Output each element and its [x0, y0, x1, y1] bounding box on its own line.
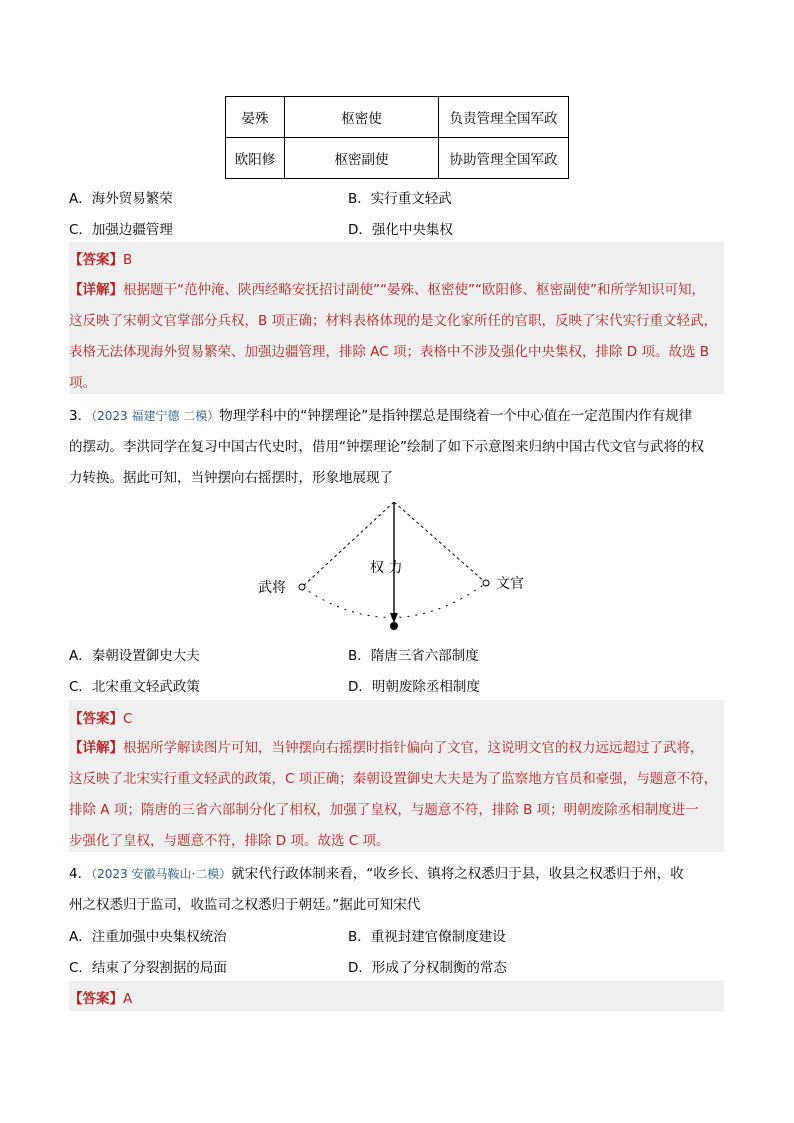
- q3-option-d: D．明朝废除丞相制度: [348, 679, 480, 695]
- detail-label: 【详解】: [69, 740, 123, 756]
- q4-option-c: C．结束了分裂割据的局面: [69, 960, 227, 976]
- detail-line: 这反映了北宋实行重文轻武的政策，C 项正确；秦朝设置御史大夫是为了监察地方官员和豪强，与题意不符，: [69, 771, 718, 787]
- label-official: 文官: [496, 576, 524, 592]
- table-cell-name: 欧阳修: [226, 138, 285, 179]
- detail-line: 表格无法体现海外贸易繁荣、加强边疆管理，排除 AC 项；表格中不涉及强化中央集权，排除 D 项。故选 B: [69, 344, 710, 360]
- pendulum-bob: [390, 622, 398, 630]
- q3-option-a: A．秦朝设置御史大夫: [69, 648, 200, 664]
- q4-option-d: D．形成了分权制衡的常态: [348, 960, 507, 976]
- answer-label: 【答案】: [69, 991, 123, 1007]
- question-source: （2023 福建宁德 二模）: [91, 409, 220, 423]
- table-cell-name: 晏殊: [226, 97, 285, 138]
- table-row: [226, 97, 569, 138]
- q2-option-b: B．实行重文轻武: [348, 191, 452, 207]
- q3-option-c: C．北宋重文轻武政策: [69, 679, 200, 695]
- detail-line: 根据所学解读图片可知，当钟摆向右摇摆时指针偏向了文官，这说明文官的权力远远超过了武将，: [123, 740, 704, 756]
- q4-option-a: A．注重加强中央集权统治: [69, 929, 227, 945]
- q2-option-d: D．强化中央集权: [348, 222, 453, 238]
- detail-line: 步强化了皇权，与题意不符，排除 D 项。故选 C 项。: [69, 833, 390, 849]
- officials-table: [225, 96, 569, 179]
- table-cell-post: 枢密使: [285, 97, 439, 138]
- question-number: 3．: [69, 408, 92, 424]
- q4-answer-band: [69, 981, 724, 1011]
- q4-option-b: B．重视封建官僚制度建设: [348, 929, 506, 945]
- q3-stem-line: 的摆动。李洪同学在复习中国古代史时，借用“钟摆理论”绘制了如下示意图来归纳中国古代文官与武将的权: [69, 439, 704, 455]
- detail-line: 根据题干“范仲淹、陕西经略安抚招讨副使”“晏殊、枢密使”“欧阳修、枢密副使”和所学知识可知，: [123, 282, 705, 298]
- q3-detail: [69, 733, 729, 857]
- q4-stem-line: 州之权悉归于监司，收监司之权悉归于朝廷。”据此可知宋代: [69, 897, 421, 913]
- answer-value: A: [123, 991, 133, 1007]
- table-cell-duty: 负责管理全国军政: [439, 97, 569, 138]
- pendulum-diagram: [250, 495, 540, 635]
- detail-line: 排除 A 项；隋唐的三省六部制分化了相权，加强了皇权，与题意不符，排除 B 项；明朝废除丞相制度进一: [69, 802, 699, 818]
- detail-line: 项。: [69, 375, 96, 391]
- left-end-dot: [299, 584, 305, 590]
- answer-label: 【答案】: [69, 711, 123, 727]
- detail-line: 这反映了宋朝文官掌部分兵权，B 项正确；材料表格体现的是文化家所任的官职，反映了宋代实行重文轻武，: [69, 313, 718, 329]
- answer-value: B: [123, 252, 133, 268]
- q2-option-c: C．加强边疆管理: [69, 222, 173, 238]
- question-number: 4．: [69, 866, 92, 882]
- detail-label: 【详解】: [69, 282, 123, 298]
- right-end-dot: [483, 580, 489, 586]
- question-source: （2023 安徽马鞍山·二模）: [91, 867, 232, 881]
- table-row: [226, 138, 569, 179]
- table-cell-post: 枢密副使: [285, 138, 439, 179]
- q3-stem-line: 力转换。据此可知，当钟摆向右摇摆时，形象地展现了: [69, 470, 393, 486]
- arrow-head: [390, 613, 398, 623]
- q2-option-a: A．海外贸易繁荣: [69, 191, 173, 207]
- q2-answer: [69, 248, 132, 268]
- label-general: 武将: [258, 580, 286, 596]
- q4-stem: 4．（2023 安徽马鞍山·二模）就宋代行政体制来看，“收乡长、镇将之权悉归于县，收县之权悉归于州，收: [69, 866, 684, 882]
- answer-value: C: [123, 711, 133, 727]
- answer-label: 【答案】: [69, 252, 123, 268]
- right-swing-line: [394, 502, 486, 583]
- q3-option-b: B．隋唐三省六部制度: [348, 648, 479, 664]
- q2-detail: [69, 275, 729, 399]
- q3-answer: [69, 707, 132, 727]
- q3-stem: 3．（2023 福建宁德 二模）物理学科中的“钟摆理论”是指钟摆总是围绕着一个中心值在一定范围内作有规律: [69, 408, 693, 424]
- table-cell-duty: 协助管理全国军政: [439, 138, 569, 179]
- label-power: 权 力: [370, 560, 403, 576]
- q4-answer: [69, 987, 132, 1007]
